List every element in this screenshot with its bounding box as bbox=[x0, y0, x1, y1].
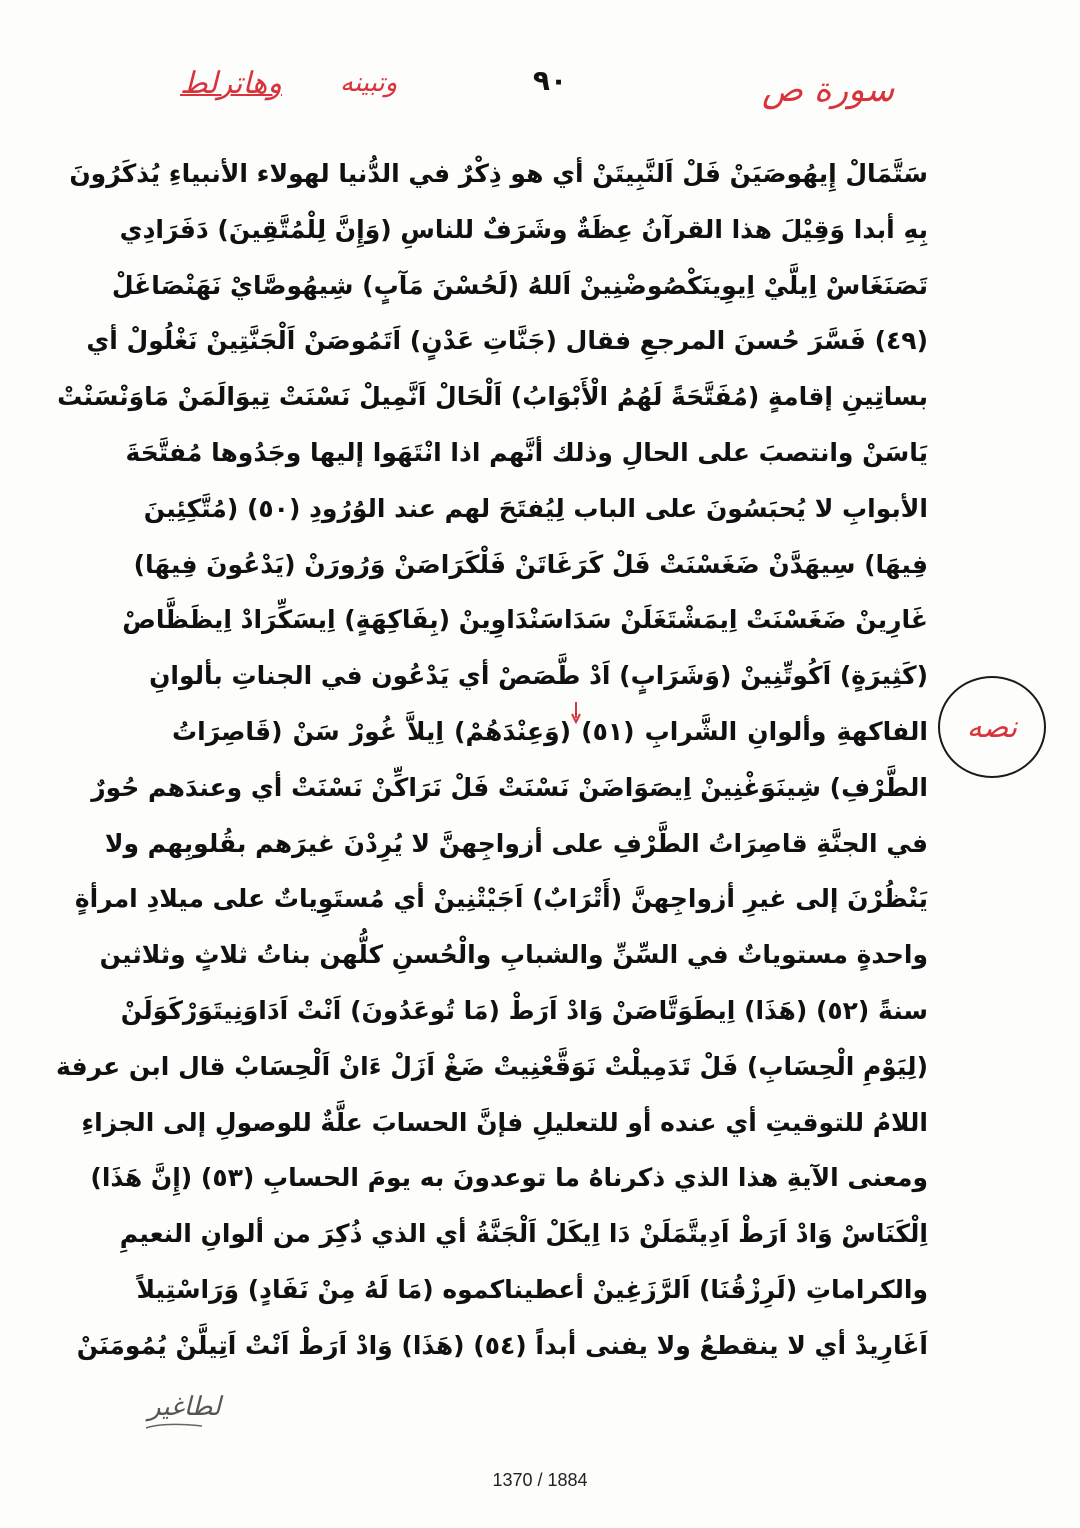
text-line: والكراماتِ (لَرِزْقُنَا) اَلرَّزَغِينْ أعطيناكموه (مَا لَهُ مِنْ نَفَادٍ) وَرَاسْتِيلاً bbox=[136, 1274, 928, 1304]
handwritten-annotation-1: وهاترلط bbox=[180, 66, 282, 101]
handwritten-annotation-2: وتبينه bbox=[340, 68, 398, 98]
text-line: واحدةٍ مستوياتٌ في السِّنِّ والشبابِ والْحُسنِ كلُّهن بناتُ ثلاثٍ وثلاثين bbox=[99, 940, 928, 970]
text-line: الفاكهةِ وألوانِ الشَّرابِ (٥١) (وَعِنْدَهُمْ) اِيلاَّ غُورْ سَنْ (قَاصِرَاتُ bbox=[172, 716, 928, 746]
text-line: غَارِينْ ضَغَسْنَتْ اِيمَشْتَغَلَنْ سَدَاسَنْدَاوِينْ (بِفَاكِهَةٍ) اِيسَكِّرَادْ اِيظَظَّاصْ bbox=[122, 605, 928, 635]
text-line: سَتَّمَالْ إِيهُوصَيَنْ فَلْ اَلنَّبِيتَنْ أي هو ذِكْرٌ في الدُّنيا لهولاء الأنبياءِ يُذكَرُونَ bbox=[69, 159, 928, 188]
catchword: لطاغير bbox=[148, 1392, 221, 1422]
text-line: اللامُ للتوقيتِ أي عنده أو للتعليلِ فإنَّ الحسابَ علَّةٌ للوصولِ إلى الجزاءِ bbox=[81, 1107, 928, 1137]
text-line: الأبوابِ لا يُحبَسُونَ على الباب لِيُفتَحَ لهم عند الوُرُودِ (٥٠) (مُتَّكِئِينَ bbox=[143, 493, 928, 523]
text-line: (لِيَوْمِ الْحِسَابِ) فَلْ تَدَمِيلْتْ نَوَقَّعْنِيتْ ضَغْ اَزَلْ ءَانْ اَلْحِسَابْ قال ابن عرفة bbox=[56, 1051, 928, 1081]
text-line: اَغَارِيدْ أي لا ينقطعُ ولا يفنى أبداً (٥٤) (هَذَا) وَادْ اَرَطْ اَنْتْ اَتِيلَّنْ يُمُومَنَنْ bbox=[76, 1330, 928, 1360]
surah-name-handwritten: سورة ص bbox=[762, 70, 895, 110]
text-line: تَصَنَغَاسْ اِيلَّيْ اِيوِينَكْصُوضْنِينْ اَللهُ (لَحُسْنَ مَآبٍ) شِيهُوصَّايْ نَهَنْصَاغَلْ bbox=[111, 270, 928, 300]
margin-note: نصه bbox=[966, 709, 1018, 745]
text-line: بِهِ أبدا وَقِيْلَ هذا القرآنُ عِظَةٌ وشَرَفٌ للناسِ (وَإِنَّ لِلْمُتَّقِينَ) دَفَرَادِي bbox=[119, 214, 928, 244]
text-line: سنةً (٥٢) (هَذَا) اِيطَوَتَّاصَنْ وَادْ اَرَطْ (مَا تُوعَدُونَ) اَنْتْ اَدَاوَنِيتَوَرْكَوَلَنْ bbox=[120, 995, 928, 1025]
text-line: (٤٩) فَسَّرَ حُسنَ المرجعِ فقال (جَنَّاتِ عَدْنٍ) اَتَمُوصَنْ اَلْجَنَّتِينْ نَغْلُولْ أي bbox=[86, 326, 928, 356]
margin-note-circle bbox=[938, 676, 1046, 778]
page-number: ٩٠ bbox=[532, 64, 568, 97]
text-line: فِيهَا) سِيهَدَّنْ ضَغَسْنَتْ فَلْ كَرَغَاتَنْ فَلْكَرَاصَنْ وَرُورَنْ (يَدْعُونَ فِيهَا) bbox=[133, 549, 928, 579]
commentary-text bbox=[56, 146, 928, 1374]
text-line: يَنْظُرْنَ إلى غيرِ أزواجِهنَّ (أَتْرَابٌ) اَجَيْتْنِينْ أي مُستَوِياتٌ على ميلادِ امرأةٍ bbox=[74, 884, 928, 914]
text-line: اِلْكَنَاسْ وَادْ اَرَطْ اَدِيتَّمَلَنْ دَا اِيكَلْ اَلْجَنَّةُ أي الذي ذُكِرَ من ألوانِ النعيمِ bbox=[119, 1219, 928, 1249]
text-line: الطَّرْفِ) شِينَوَغْنِينْ اِيصَوَاضَنْ نَسْنَتْ فَلْ نَرَاكِّنْ نَسْنَتْ أي وعندَهم حُورٌ bbox=[91, 772, 928, 802]
insertion-mark-icon bbox=[571, 700, 581, 728]
catchword-flourish bbox=[144, 1420, 204, 1430]
text-line: في الجنَّةِ قاصِرَاتُ الطَّرْفِ على أزواجِهنَّ لا يُرِدْنَ غيرَهم بقُلوبِهم ولا bbox=[104, 828, 928, 858]
text-line: (كَثِيرَةٍ) اَكُوتِّنِينْ (وَشَرَابٍ) اَدْ طَّصَصْ أي يَدْعُون في الجناتِ بألوانِ bbox=[149, 661, 928, 691]
text-line: بساتِينِ إقامةٍ (مُفَتَّحَةً لَهُمُ الْأَبْوَابُ) اَلْحَالْ اَنَّمِيلْ نَسْنَتْ تِيوَالَمَنْ مَاوَنْسَنْتْ bbox=[57, 382, 928, 412]
text-line: ومعنى الآيةِ هذا الذي ذكرناهُ ما توعدونَ به يومَ الحسابِ (٥٣) (إِنَّ هَذَا) bbox=[90, 1163, 928, 1193]
page-counter: 1370 / 1884 bbox=[492, 1470, 588, 1490]
text-line: يَاسَنْ وانتصبَ على الحالِ وذلك أنَّهم اذا انْتَهَوا إليها وجَدُوها مُفتَّحَةَ bbox=[125, 437, 928, 467]
